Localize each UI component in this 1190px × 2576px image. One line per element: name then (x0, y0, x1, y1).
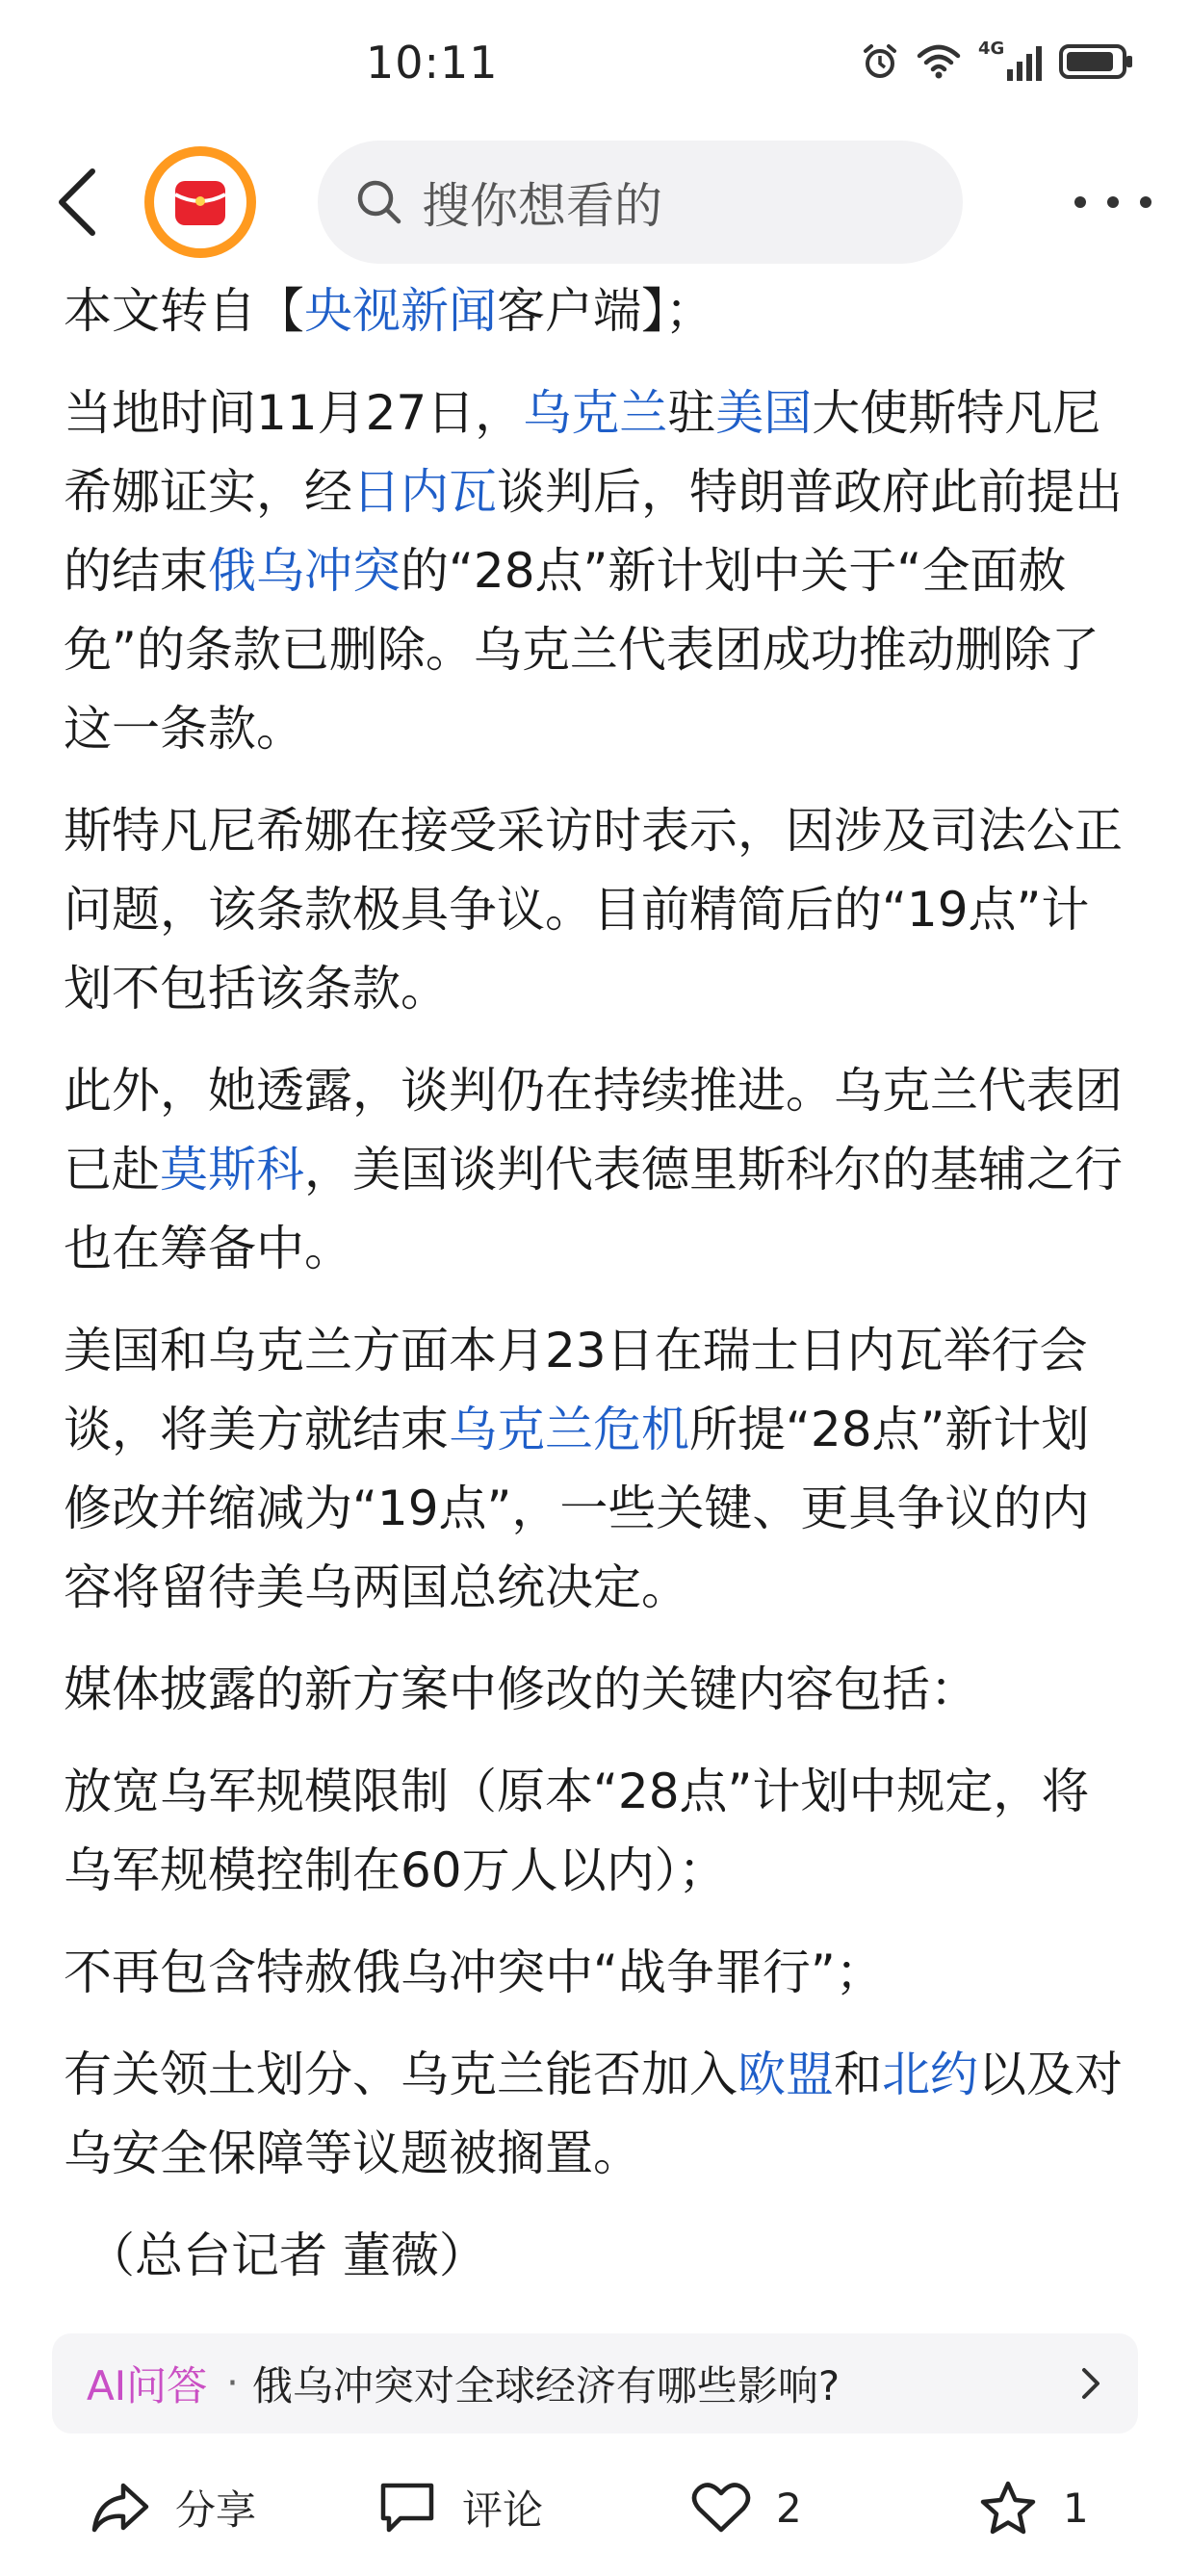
network-type-label: 4G (978, 39, 1005, 59)
link-russia-ukraine-conflict[interactable]: 俄乌冲突 (208, 543, 401, 599)
comment-icon (377, 2480, 437, 2536)
star-icon (978, 2480, 1038, 2536)
paragraph-8: 有关领土划分、乌克兰能否加入欧盟和北约以及对乌安全保障等议题被搁置。 (64, 2047, 1123, 2181)
favorite-button[interactable] (978, 2474, 1089, 2541)
paragraph-2: 斯特凡尼希娜在接受采访时表示，因涉及司法公正问题，该条款极具争议。目前精简后的“19点”计划不包括该条款。 (64, 803, 1123, 1017)
paragraph-5: 媒体披露的新方案中修改的关键内容包括： (64, 1662, 978, 1717)
bottom-action-bar (0, 2453, 1190, 2559)
paragraph-7: 不再包含特赦俄乌冲突中“战争罪行”； (64, 1945, 884, 2000)
alarm-icon (861, 42, 899, 81)
link-ukraine[interactable]: 乌克兰 (523, 385, 668, 441)
reporter-credit: （总台记者 董薇） (87, 2228, 487, 2283)
chevron-right-icon (1076, 2366, 1105, 2401)
comment-button[interactable] (377, 2474, 543, 2541)
article-source: 本文转自【央视新闻客户端】； (64, 283, 713, 339)
back-button[interactable] (48, 164, 106, 241)
cellular-signal-icon (978, 39, 1042, 81)
nav-bar (0, 135, 1190, 270)
status-bar (0, 0, 1190, 135)
like-button[interactable] (691, 2474, 802, 2541)
status-time: 10:11 (366, 37, 499, 89)
link-ukraine-crisis[interactable]: 乌克兰危机 (449, 1402, 689, 1457)
status-icons (861, 39, 1134, 81)
link-nato[interactable]: 北约 (882, 2047, 978, 2102)
comment-label: 评论 (462, 2486, 544, 2534)
search-icon (354, 177, 404, 227)
channel-avatar[interactable] (144, 146, 256, 258)
red-envelope-icon (169, 171, 231, 233)
heart-icon (691, 2480, 751, 2536)
back-arrow-icon (56, 167, 98, 237)
link-cctv-news[interactable]: 央视新闻 (304, 283, 497, 339)
search-placeholder: 搜你想看的 (422, 178, 662, 234)
paragraph-3: 此外，她透露，谈判仍在持续推进。乌克兰代表团已赴莫斯科，美国谈判代表德里斯科尔的基辅之行也在筹备中。 (64, 1063, 1123, 1276)
share-button[interactable] (91, 2474, 256, 2541)
paragraph-6: 放宽乌军规模限制（原本“28点”计划中规定，将乌军规模控制在60万人以内）； (64, 1764, 1090, 1898)
search-bar[interactable] (318, 141, 963, 264)
share-icon (91, 2480, 150, 2536)
link-usa[interactable]: 美国 (715, 385, 813, 441)
like-count: 2 (776, 2484, 802, 2532)
ai-badge: AI问答 (87, 2355, 207, 2412)
article-body (64, 271, 1132, 2318)
ai-suggested-question: 俄乌冲突对全球经济有哪些影响? (251, 2362, 841, 2409)
favorite-count: 1 (1063, 2484, 1089, 2532)
link-moscow[interactable]: 莫斯科 (160, 1142, 304, 1198)
ai-separator: · (226, 2361, 239, 2406)
wifi-icon (917, 44, 961, 79)
paragraph-4: 美国和乌克兰方面本月23日在瑞士日内瓦举行会谈，将美方就结束乌克兰危机所提“28点”新计划修改并缩减为“19点”，一些关键、更具争议的内容将留待美乌两国总统决定。 (64, 1323, 1090, 1615)
share-label: 分享 (175, 2486, 257, 2534)
link-geneva[interactable]: 日内瓦 (352, 464, 497, 520)
paragraph-1: 当地时间11月27日，乌克兰驻美国大使斯特凡尼希娜证实，经日内瓦谈判后，特朗普政府此前提出的结束俄乌冲突的“28点”新计划中关于“全面赦免”的条款已删除。乌克兰代表团成功推动删除了这一条款。 (64, 385, 1123, 757)
more-options-icon[interactable] (1074, 183, 1151, 221)
ai-question-bar[interactable] (52, 2333, 1138, 2434)
battery-icon (1059, 42, 1134, 81)
link-eu[interactable]: 欧盟 (737, 2047, 834, 2102)
